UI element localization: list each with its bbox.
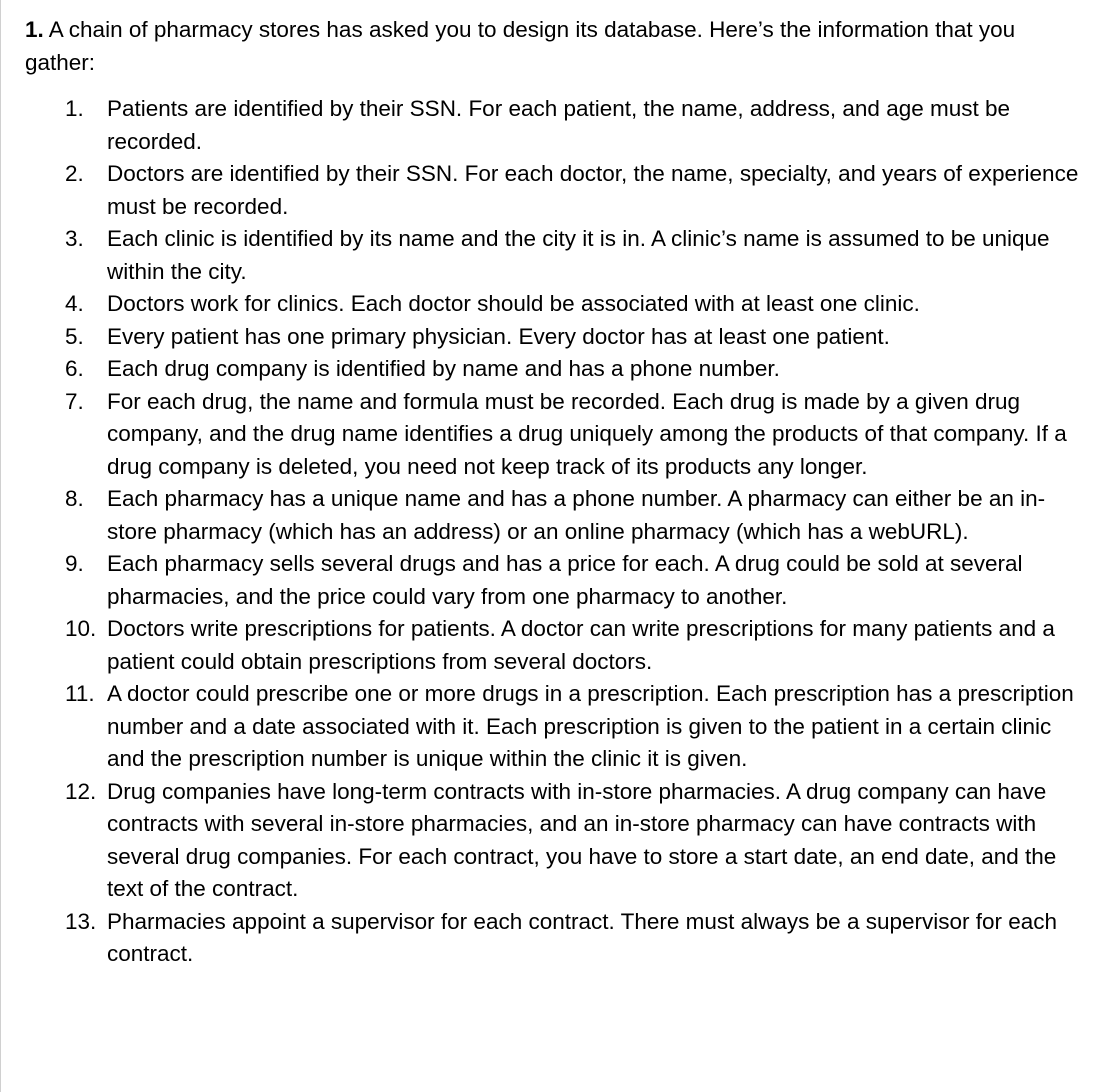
list-item-text: Each clinic is identified by its name and the city it is in. A clinic’s name is assumed to be unique within the city.: [107, 226, 1050, 284]
list-item-number: 13.: [65, 908, 97, 934]
list-item: [25, 548, 1082, 613]
list-item-number: 5.: [65, 323, 84, 349]
list-item-number: 11.: [65, 681, 95, 706]
list-item: [25, 288, 1082, 321]
list-item: [25, 93, 1082, 158]
list-item-number: 10.: [65, 616, 97, 641]
list-item-number: 4.: [65, 291, 84, 316]
list-item-text: Doctors write prescriptions for patients. A doctor can write prescriptions for many patients and a patient could obtain prescriptions from several doctors.: [107, 616, 1055, 674]
list-item-number: 6.: [65, 356, 84, 381]
list-item-text: Every patient has one primary physician. Every doctor has at least one patient.: [107, 323, 890, 349]
list-item: [25, 353, 1082, 386]
list-item-text: Each pharmacy sells several drugs and has a price for each. A drug could be sold at several pharmacies, and the price could vary from one pharmacy to another.: [107, 551, 1023, 609]
list-item-number: 9.: [65, 551, 84, 576]
list-item-text: A doctor could prescribe one or more drugs in a prescription. Each prescription has a prescription number and a date associated with it. Each prescription is given to the patient in a certain clinic and the prescription number is unique within the clinic it is given.: [107, 681, 1074, 771]
list-item-number: 3.: [65, 226, 84, 251]
list-item: [25, 223, 1082, 288]
list-item-number: 7.: [65, 388, 84, 414]
list-item-text: Each pharmacy has a unique name and has a phone number. A pharmacy can either be an in-store pharmacy (which has an address) or an online pharmacy (which has a webURL).: [107, 486, 1046, 544]
question-intro-text: A chain of pharmacy stores has asked you to design its database. Here’s the information that you gather:: [25, 17, 1016, 75]
list-item-text: Patients are identified by their SSN. For each patient, the name, address, and age must be recorded.: [107, 96, 1011, 154]
requirements-list: [25, 93, 1082, 971]
list-item: [25, 906, 1082, 971]
list-item-number: 12.: [65, 778, 97, 804]
list-item: [25, 613, 1082, 678]
question-number: 1.: [25, 17, 44, 42]
list-item: [25, 158, 1082, 223]
list-item-text: Doctors are identified by their SSN. For each doctor, the name, specialty, and years of experience must be recorded.: [107, 161, 1079, 219]
list-item-text: Doctors work for clinics. Each doctor should be associated with at least one clinic.: [107, 291, 920, 316]
list-item-number: 2.: [65, 161, 84, 186]
list-item-text: Drug companies have long-term contracts with in-store pharmacies. A drug company can have contracts with several in-store pharmacies, and an in-store pharmacy can have contracts with several drug companies. For each contract, you have to store a start date, an end date, and the text of the contract.: [107, 778, 1057, 901]
list-item-text: For each drug, the name and formula must be recorded. Each drug is made by a given drug company, and the drug name identifies a drug uniquely among the products of that company. If a drug company is deleted, you need not keep track of its products any longer.: [107, 388, 1067, 479]
list-item: [25, 776, 1082, 906]
list-item-text: Each drug company is identified by name and has a phone number.: [107, 356, 780, 381]
question-intro: [25, 14, 1082, 79]
list-item: [25, 386, 1082, 484]
list-item-text: Pharmacies appoint a supervisor for each contract. There must always be a supervisor for each contract.: [107, 908, 1058, 966]
list-item-number: 8.: [65, 486, 84, 511]
list-item: [25, 678, 1082, 776]
list-item: [25, 321, 1082, 354]
list-item: [25, 483, 1082, 548]
list-item-number: 1.: [65, 96, 84, 121]
